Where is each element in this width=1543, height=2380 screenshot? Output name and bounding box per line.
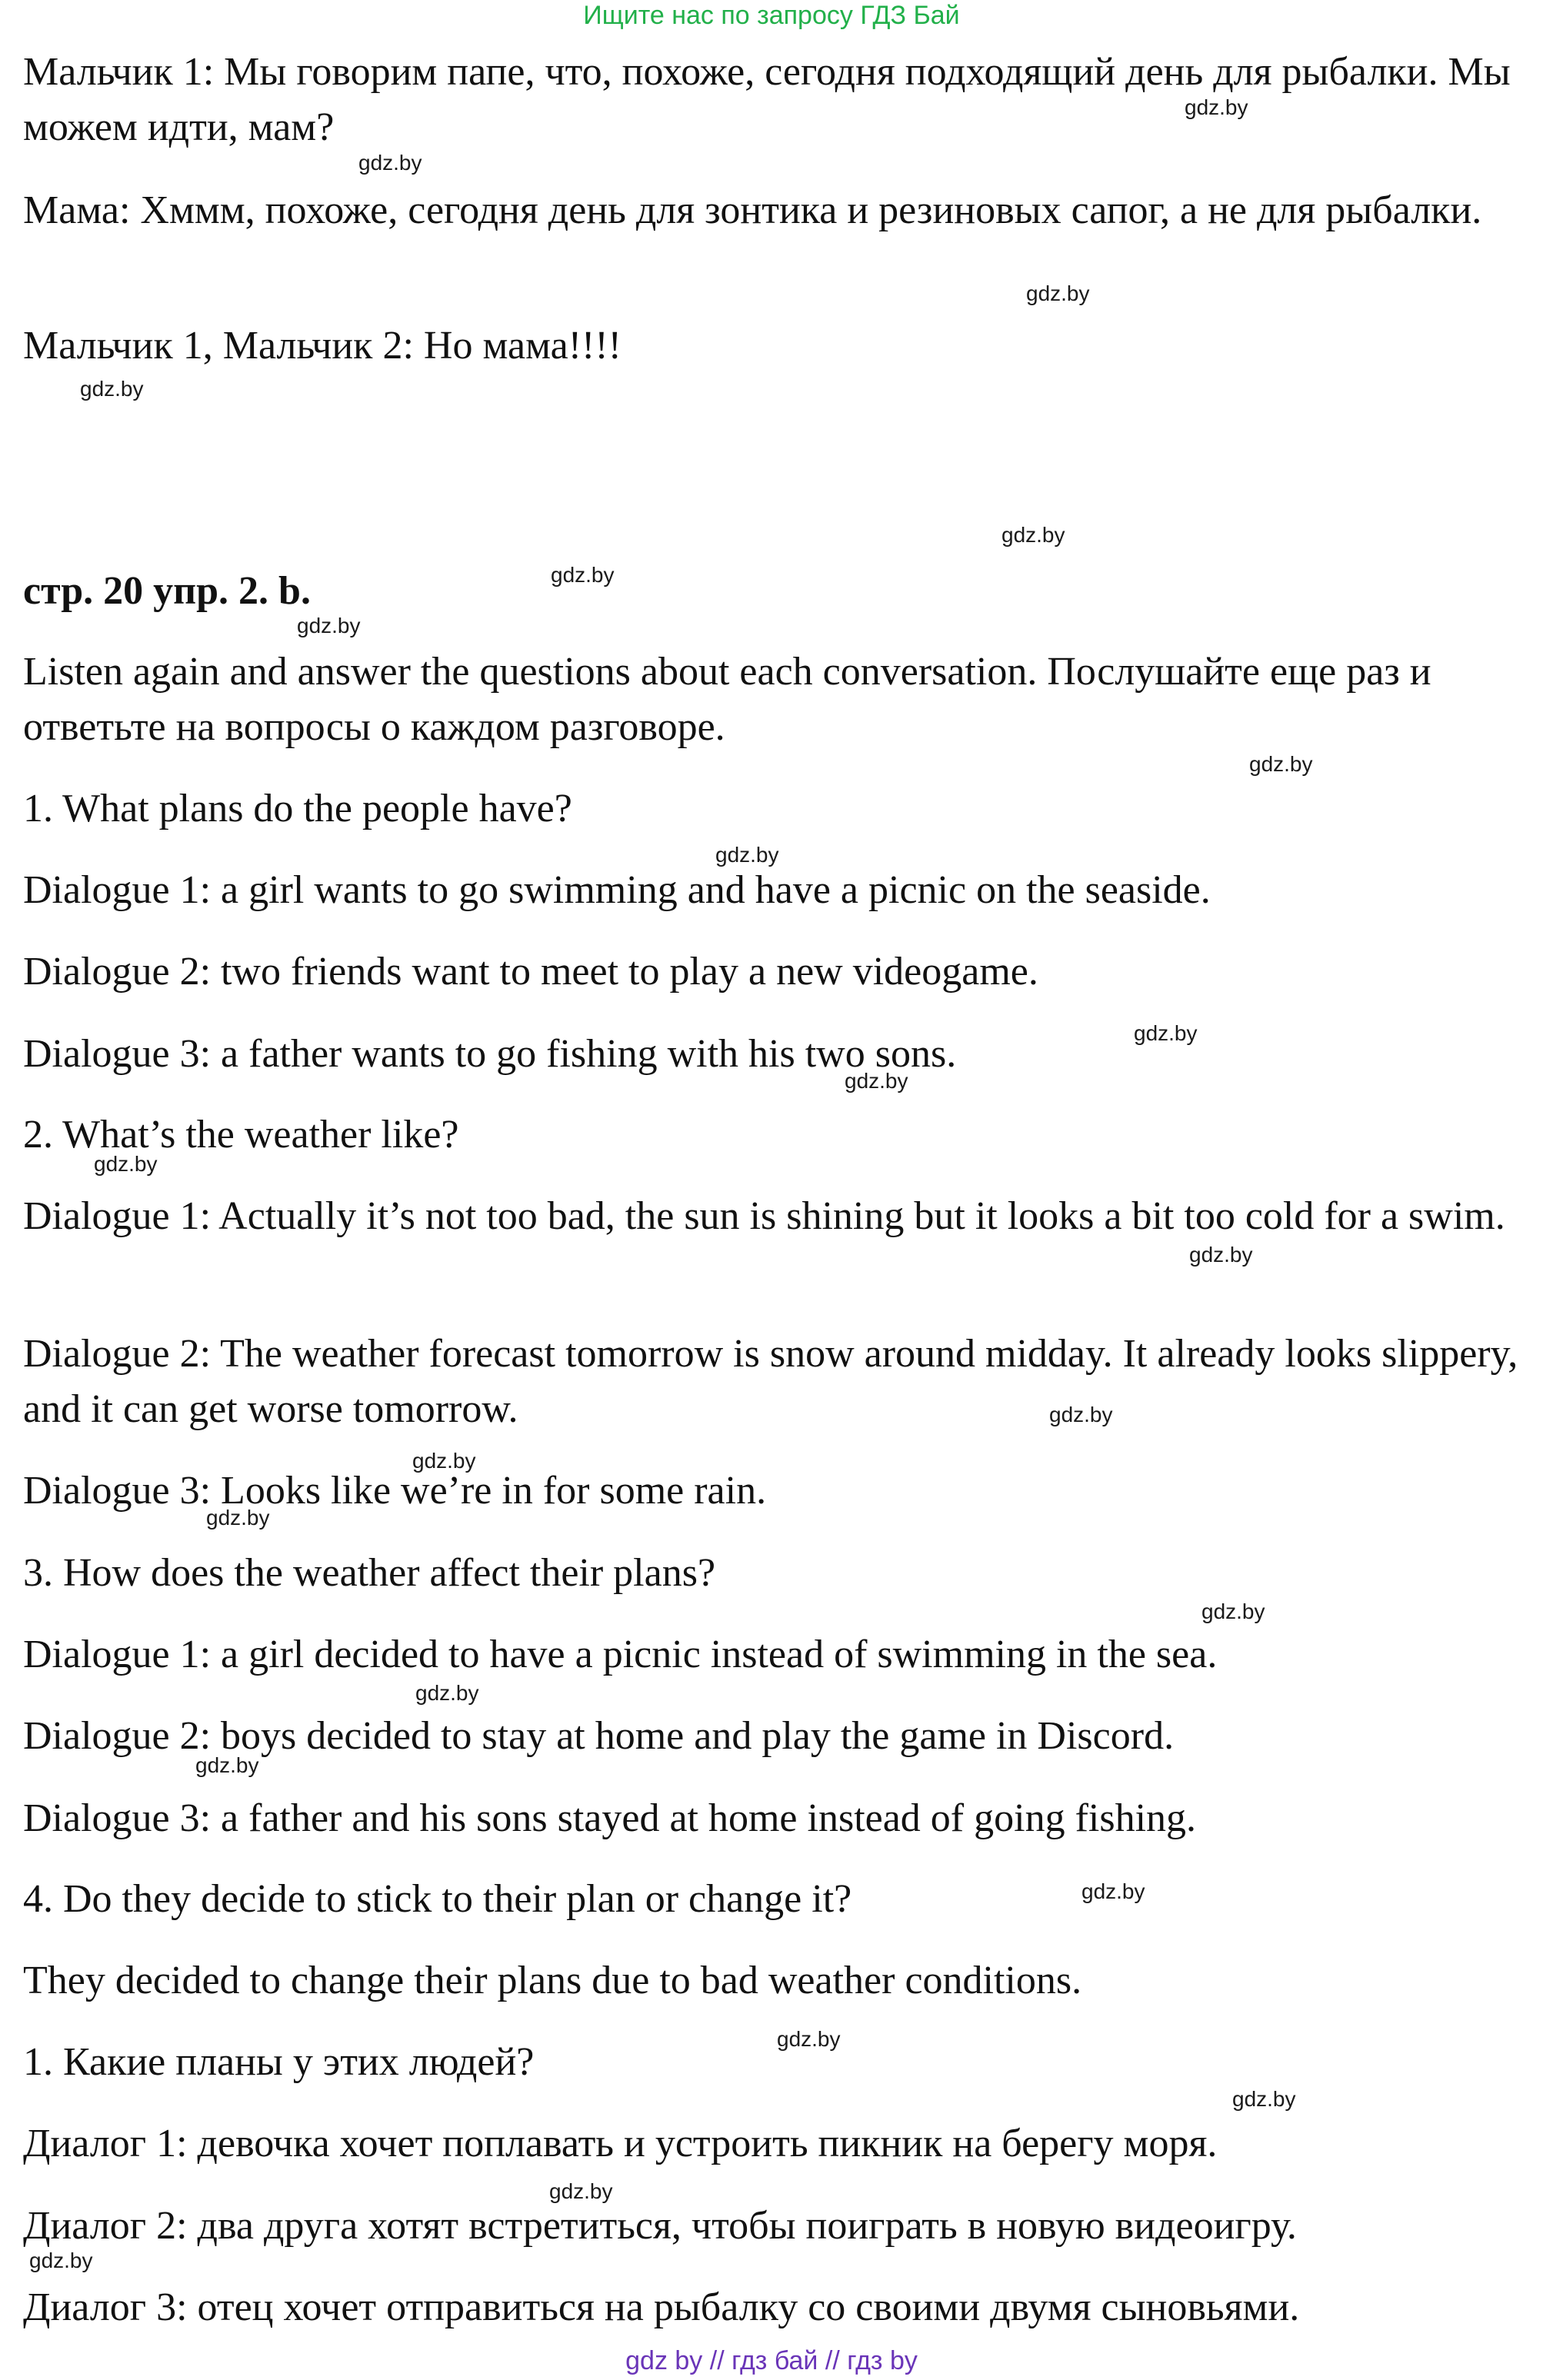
watermark: gdz.by [1201,1599,1265,1623]
watermark: gdz.by [715,843,779,867]
question-1-ru: 1. Какие планы у этих людей? [23,2040,535,2084]
watermark: gdz.by [777,2027,841,2051]
answer-4: They decided to change their plans due to bad weather conditions. [23,1959,1082,2002]
watermark: gdz.by [1026,281,1090,305]
dialogue-line-mom: Мама: Хммм, похоже, сегодня день для зонтика и резиновых сапог, а не для рыбалки. [23,188,1482,232]
watermark: gdz.by [195,1753,259,1777]
exercise-heading: стр. 20 упр. 2. b. [23,569,311,613]
dialogue-line-boys: Мальчик 1, Мальчик 2: Но мама!!!! [23,324,622,368]
question-3: 3. How does the weather affect their plans? [23,1551,716,1595]
answer-2-dialogue-3: Dialogue 3: Looks like we’re in for some rain. [23,1469,767,1513]
watermark: gdz.by [1185,95,1248,119]
watermark: gdz.by [549,2179,613,2203]
watermark: gdz.by [1134,1021,1198,1045]
watermark: gdz.by [80,377,144,401]
watermark: gdz.by [94,1152,158,1176]
watermark: gdz.by [297,614,361,637]
answer-2-dialogue-1: Dialogue 1: Actually it’s not too bad, the sun is shining but it looks a bit too cold for a swim. [23,1194,1505,1238]
question-4: 4. Do they decide to stick to their plan or change it? [23,1877,852,1921]
watermark: gdz.by [1249,752,1313,776]
answer-1-dialogue-3: Dialogue 3: a father wants to go fishing with his two sons. [23,1032,957,1076]
watermark: gdz.by [1001,523,1065,547]
top-banner[interactable]: Ищите нас по запросу ГДЗ Бай [583,1,960,30]
question-1: 1. What plans do the people have? [23,787,572,831]
dialogue-line-boy1: Мальчик 1: Мы говорим папе, что, похоже, сегодня подходящий день для рыбалки. Мы можем идти, мам? [23,50,1511,149]
watermark: gdz.by [412,1449,476,1473]
watermark: gdz.by [415,1681,479,1705]
watermark: gdz.by [1049,1403,1113,1426]
answer-1-ru-dialogue-3: Диалог 3: отец хочет отправиться на рыбалку со своими двумя сыновьями. [23,2285,1300,2329]
watermark: gdz.by [1189,1243,1253,1267]
answer-1-dialogue-2: Dialogue 2: two friends want to meet to play a new videogame. [23,950,1038,994]
watermark: gdz.by [206,1506,270,1530]
watermark: gdz.by [358,151,422,175]
watermark: gdz.by [1232,2087,1296,2111]
question-2: 2. What’s the weather like? [23,1113,459,1157]
exercise-instruction: Listen again and answer the questions about each conversation. Послушайте еще раз и ответьте на вопросы о каждом разговоре. [23,650,1431,749]
footer-links[interactable]: gdz by // гдз бай // гдз by [625,2346,918,2375]
answer-3-dialogue-3: Dialogue 3: a father and his sons stayed at home instead of going fishing. [23,1796,1197,1840]
watermark: gdz.by [551,563,615,587]
answer-1-ru-dialogue-2: Диалог 2: два друга хотят встретиться, чтобы поиграть в новую видеоигру. [23,2204,1297,2248]
answer-3-dialogue-1: Dialogue 1: a girl decided to have a picnic instead of swimming in the sea. [23,1633,1218,1676]
watermark: gdz.by [845,1069,908,1093]
answer-3-dialogue-2: Dialogue 2: boys decided to stay at home and play the game in Discord. [23,1714,1175,1758]
answer-1-dialogue-1: Dialogue 1: a girl wants to go swimming and have a picnic on the seaside. [23,868,1211,912]
answer-2-dialogue-2: Dialogue 2: The weather forecast tomorrow is snow around midday. It already looks slippery, and it can get worse tomorrow. [23,1332,1518,1431]
watermark: gdz.by [29,2249,93,2272]
watermark: gdz.by [1081,1879,1145,1903]
answer-1-ru-dialogue-1: Диалог 1: девочка хочет поплавать и устроить пикник на берегу моря. [23,2122,1218,2165]
